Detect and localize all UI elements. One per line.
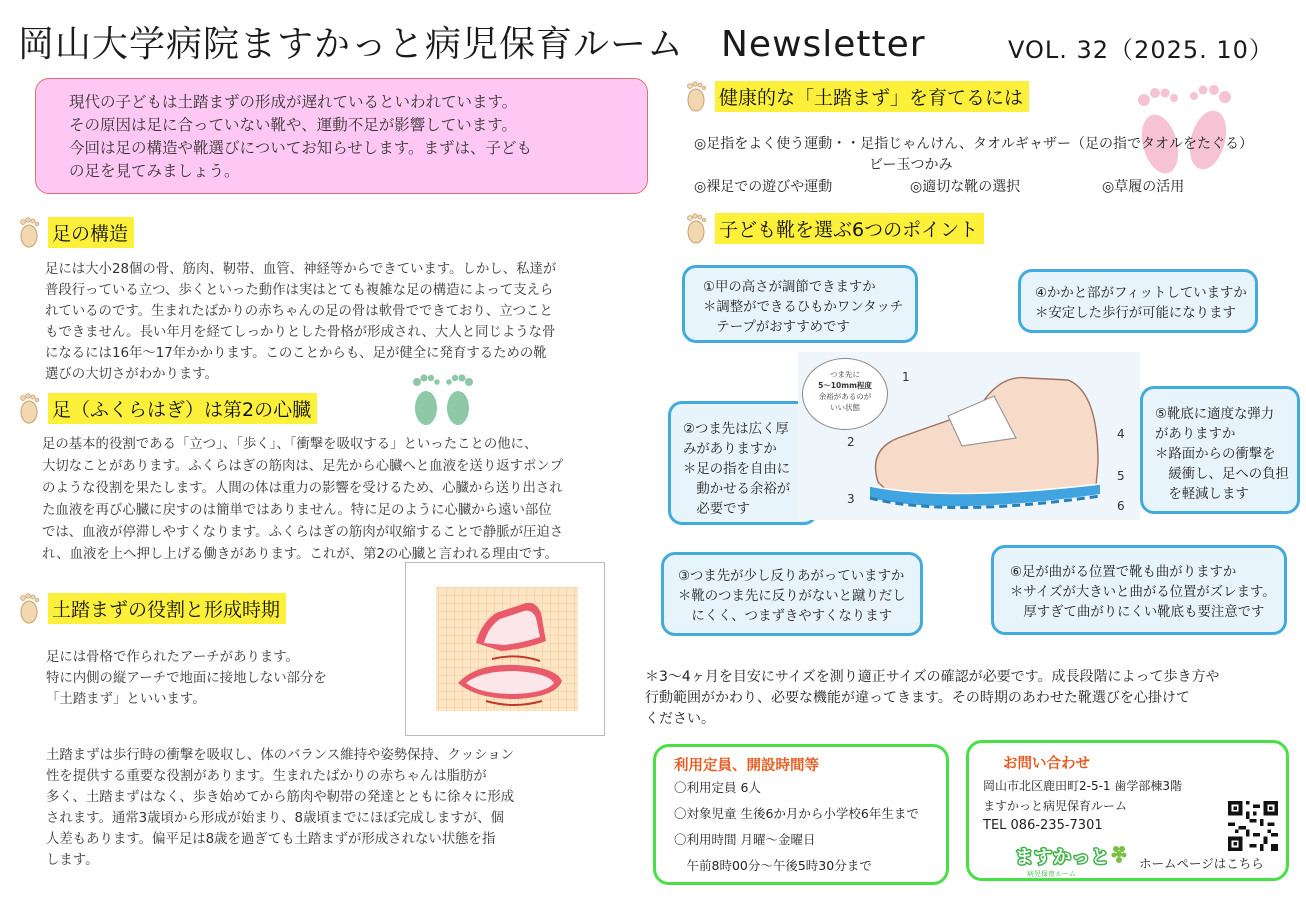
section-title: 健康的な「土踏まず」を育てるには: [715, 81, 1029, 112]
point-line: ＊安定した歩行が可能になります: [1035, 306, 1236, 321]
point-line: にくく、つまずきやすくなります: [678, 609, 892, 624]
bubble-line: いい状態: [830, 403, 860, 412]
healthy-item: ◎適切な靴の選択: [910, 179, 1021, 195]
text-line: 多く、土踏まずはなく、歩き始めてから筋肉や靭帯の発達とともに徐々に形成: [46, 790, 515, 805]
point-line: 緩衝し、足への負担: [1155, 467, 1289, 482]
section-heading-heart: [16, 391, 317, 425]
point-card-5: [1140, 386, 1300, 514]
intro-line: の足を見てみましょう。: [69, 162, 240, 180]
qr-code-icon[interactable]: [1225, 801, 1281, 851]
section-title: 足の構造: [48, 217, 134, 248]
point-line: 動かせる余裕が: [683, 482, 791, 497]
foot-icon: [16, 591, 42, 625]
text-line: た血液を再び心臓に戻すのは簡単ではありません。特に足のように心臓から遠い部位: [42, 503, 552, 518]
point-line: ⑥足が曲がる位置で靴も曲がりますか: [1010, 565, 1237, 580]
healthy-item: ◎草履の活用: [1102, 179, 1185, 195]
section-heading-points: [683, 211, 984, 245]
shoe-label-2: 2: [847, 435, 855, 449]
foot-skeleton-illustration: [406, 563, 604, 735]
shoe-label-3: 3: [847, 492, 855, 506]
section-title: 足（ふくらはぎ）は第2の心臓: [48, 393, 317, 424]
text-line: 性を提供する重要な役割があります。生まれたばかりの赤ちゃんは脂肪が: [46, 769, 487, 784]
point-line: ④かかと部がフィットしていますか: [1035, 286, 1247, 301]
contact-room: ますかっと病児保育ルーム: [983, 799, 1128, 813]
point-card-6: [991, 545, 1287, 635]
foot-icon: [683, 211, 709, 245]
contact-phone: TEL 086-235-7301: [983, 818, 1103, 833]
point-line: ⑤靴底に適度な弾力: [1155, 407, 1275, 422]
bubble-line: 5～10mm程度: [818, 381, 872, 390]
healthy-line-1: ◎足指をよく使う運動・・足指じゃんけん、タオルギャザー（足の指でタオルをたぐる）: [694, 136, 1254, 152]
foot-icon: [683, 79, 709, 113]
volume-label: VOL. 32（2025. 10）: [1008, 36, 1274, 64]
point-line: ＊路面からの衝撃を: [1155, 447, 1276, 462]
point-card-1: [682, 265, 918, 343]
point-line: を軽減します: [1155, 487, 1249, 502]
text-line: もできません。長い年月を経てしっかりとした骨格が形成され、大人と同じような骨: [45, 325, 556, 340]
foot-icon: [16, 215, 42, 249]
point-card-2: [668, 401, 818, 525]
text-line: のような役割を果たします。人間の体は重力の影響を受けるため、心臓から送り出され: [42, 481, 563, 496]
point-line: ＊サイズが大きいと曲がる位置がズレます。: [1010, 585, 1276, 600]
text-line: になるには16年～17年かかります。このことからも、足が健全に発育するための靴: [45, 346, 547, 361]
capacity-line: 〇利用定員 6人: [674, 780, 761, 795]
point-line: 必要です: [683, 502, 750, 517]
healthy-item: ◎裸足での遊びや運動: [694, 179, 833, 195]
shoe-label-6: 6: [1117, 499, 1125, 513]
text-line: 「土踏まず」といいます。: [46, 692, 206, 707]
homepage-link[interactable]: ホームページはこちら: [1139, 856, 1264, 871]
text-line: れているのです。生まれたばかりの赤ちゃんの足の骨は軟骨でできており、立つこと: [45, 304, 553, 319]
section-title: 土踏まずの役割と形成時期: [48, 593, 286, 624]
note-line: 行動範囲がかわり、必要な機能が違ってきます。その時期のあわせた靴選びを心掛けて: [645, 690, 1190, 706]
point-line: ①甲の高さが調節できますか: [703, 280, 876, 295]
section-heading-structure: [16, 215, 134, 249]
logo-sub: 病児保育ルーム: [1027, 870, 1076, 878]
capacity-line: 〇対象児童 生後6か月から小学校6年生まで: [674, 806, 919, 821]
point-line: がありますか: [1155, 427, 1236, 442]
shoe-label-1: 1: [902, 370, 910, 384]
shoe-label-4: 4: [1117, 427, 1125, 441]
intro-line: その原因は足に合っていない靴や、運動不足が影響しています。: [69, 116, 517, 134]
grape-icon: [1111, 843, 1129, 865]
point-line: ③つま先が少し反りあがっていますか: [678, 569, 905, 584]
foot-icon: [16, 391, 42, 425]
text-line: 大切なことがあります。ふくらはぎの筋肉は、足先から心臓へと血液を送り返すポンプ: [42, 459, 564, 474]
newsletter-title: 岡山大学病院ますかっと病児保育ルーム Newsletter: [18, 24, 926, 65]
intro-line: 今回は足の構造や靴選びについてお知らせします。まずは、子ども: [69, 139, 532, 157]
capacity-line: 〇利用時間 月曜～金曜日: [674, 832, 816, 847]
contact-address: 岡山市北区鹿田町2-5-1 歯学部棟3階: [983, 779, 1183, 793]
green-footprints-icon: [404, 372, 482, 428]
text-line: 足の基本的役割である「立つ」、「歩く」、「衝撃を吸収する」といったことの他に、: [42, 437, 538, 452]
toe-space-bubble: [802, 358, 888, 430]
text-line: 足には骨格で作られたアーチがあります。: [46, 650, 299, 665]
point-line: ＊調整ができるひもかワンタッチ: [703, 300, 904, 315]
point-line: ＊靴のつま先に反りがないと蹴りだし: [678, 589, 906, 604]
section-title: 子ども靴を選ぶ6つのポイント: [715, 213, 984, 244]
intro-box: [35, 78, 648, 194]
text-line: 普段行っている立つ、歩くといった動作は実はとても複雑な足の構造によって支えら: [45, 283, 554, 298]
text-line: れ、血液を上へ押し上げる働きがあります。これが、第2の心臓と言われる理由です。: [42, 547, 559, 562]
contact-box: [966, 740, 1289, 881]
point-line: 厚すぎて曲がりにくい靴底も要注意です: [1010, 605, 1265, 620]
logo-text: ますかっと: [1015, 847, 1110, 868]
capacity-line: 午前8時00分～午後5時30分まで: [674, 858, 872, 873]
point-line: ＊足の指を自由に: [683, 462, 791, 477]
contact-heading: お問い合わせ: [1003, 756, 1090, 772]
text-line: 土踏まずは歩行時の衝撃を吸収し、体のバランス維持や姿勢保持、クッション: [46, 748, 514, 763]
section-heading-healthy: [683, 79, 1029, 113]
text-line: 足には大小28個の骨、筋肉、靭帯、血管、神経等からできています。しかし、私達が: [45, 262, 557, 277]
section-heading-arch: [16, 591, 286, 625]
foot-skeleton-image: [405, 562, 605, 736]
bubble-line: つま先に: [830, 370, 860, 379]
masukatto-logo: [1015, 843, 1110, 879]
shoe-label-5: 5: [1117, 469, 1125, 483]
note-line: ください。: [645, 711, 715, 727]
text-line: します。: [46, 853, 99, 868]
structure-text: [45, 259, 556, 385]
text-line: されます。通常3歳頃から形成が始まり、8歳頃までにほぼ完成しますが、個: [46, 811, 504, 826]
capacity-box: [653, 744, 949, 885]
arch-text-a: [46, 647, 327, 710]
point-line: ②つま先は広く厚: [683, 422, 789, 437]
point-card-3: [661, 552, 923, 636]
contact-details: [983, 776, 1182, 836]
heart-text: [42, 434, 563, 566]
arch-text-b: [46, 745, 514, 871]
intro-line: 現代の子どもは土踏まずの形成が遅れているといわれています。: [69, 93, 518, 111]
text-line: 特に内側の縦アーチで地面に接地しない部分を: [46, 671, 327, 686]
text-line: では、血液が停滞しやすくなります。ふくらはぎの筋肉が収縮することで静脈が圧迫さ: [42, 525, 564, 540]
healthy-line-2: ビー玉つかみ: [869, 157, 953, 173]
bubble-line: 余裕があるのが: [818, 392, 872, 401]
point-card-4: [1018, 269, 1258, 333]
text-line: 人差もあります。偏平足は8歳を過ぎても土踏まずが形成されない状態を指: [46, 832, 496, 847]
capacity-heading: 利用定員、開設時間等: [674, 758, 819, 774]
note-line: ＊3～4ヶ月を目安にサイズを測り適正サイズの確認が必要です。成長段階によって歩き方や: [645, 669, 1220, 685]
text-line: 選びの大切さがわかります。: [45, 367, 219, 382]
point-line: テープがおすすめです: [703, 320, 850, 335]
size-note: [645, 667, 1219, 730]
point-line: みがありますか: [683, 442, 777, 457]
